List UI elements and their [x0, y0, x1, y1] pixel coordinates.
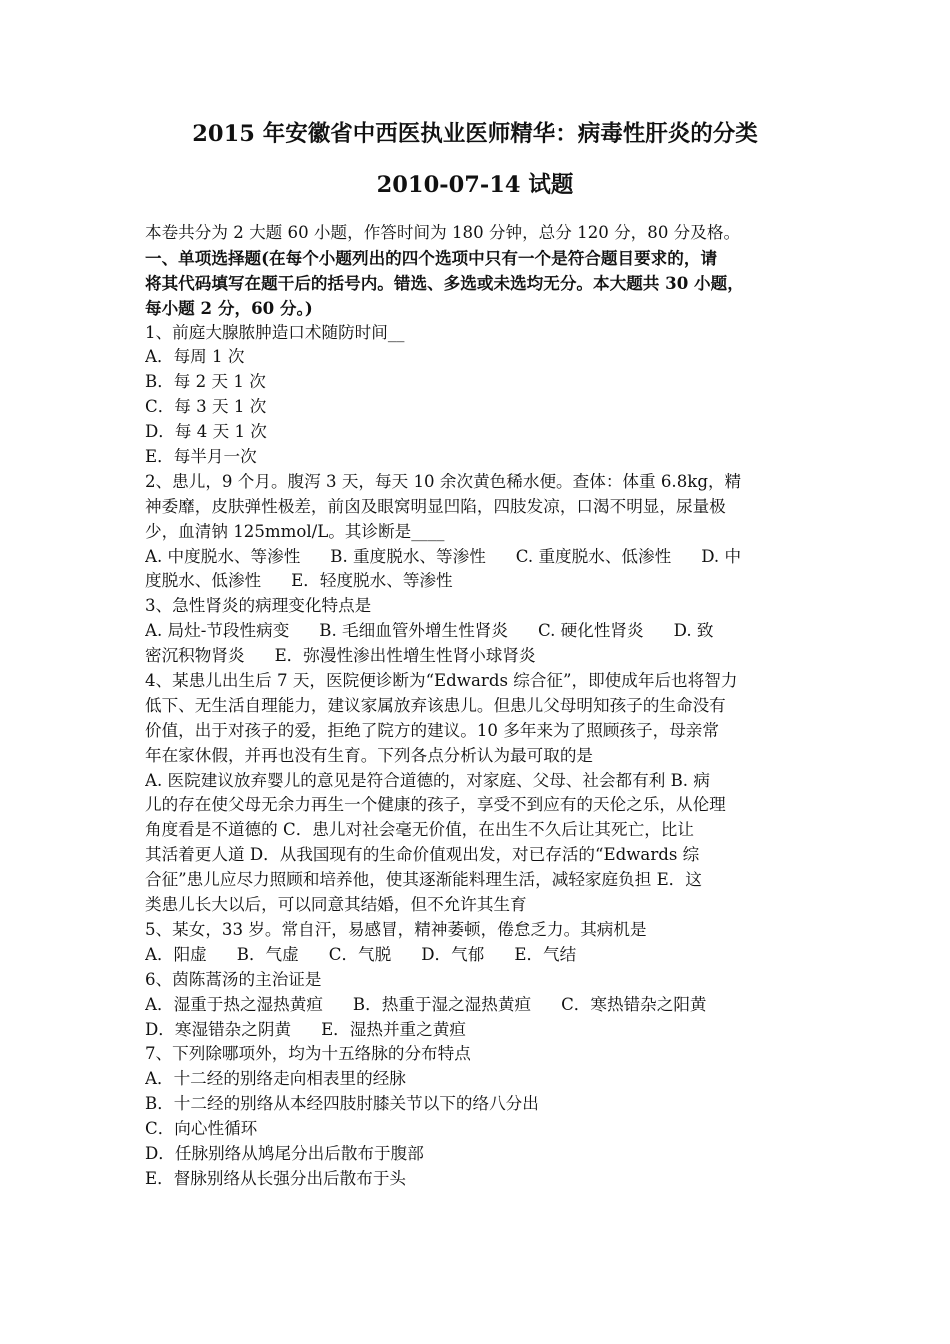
question-5-option-d: D．气郁	[421, 944, 485, 964]
section-heading-line: 一、单项选择题(在每个小题列出的四个选项中只有一个是符合题目要求的，请	[145, 247, 718, 268]
section-heading-line: 将其代码填写在题干后的括号内。错选、多选或未选均无分。本大题共 30 小题，	[145, 272, 744, 293]
question-7-option-c: C．向心性循环	[145, 1119, 258, 1139]
question-2-options-row	[145, 545, 816, 570]
question-3-stem: 3、急性肾炎的病理变化特点是	[145, 596, 372, 616]
question-7-stem: 7、下列除哪项外，均为十五络脉的分布特点	[145, 1044, 471, 1064]
question-5-option-c: C．气脱	[328, 944, 392, 964]
question-1-option-c: C．每 3 天 1 次	[145, 397, 267, 417]
question-4-line: 合征”患儿应尽力照顾和培养他，使其逐渐能料理生活，减轻家庭负担 E．这	[145, 870, 702, 890]
question-1-option-b: B．每 2 天 1 次	[145, 372, 266, 392]
question-1-option-e: E．每半月一次	[145, 447, 257, 467]
question-6-option-e: E．湿热并重之黄疸	[321, 1019, 466, 1039]
question-7-option-a: A．十二经的别络走向相表里的经脉	[145, 1069, 406, 1089]
question-2-stem-line: 2、患儿，9 个月。腹泻 3 天，每天 10 余次黄色稀水便。查体：体重 6.8kg，精	[145, 471, 742, 491]
section-heading-line: 每小题 2 分，60 分。)	[145, 297, 313, 318]
question-2-option-a: A. 中度脱水、等渗性	[145, 546, 301, 566]
question-2-option-b: B. 重度脱水、等渗性	[330, 546, 486, 566]
question-3-options-row	[145, 619, 816, 644]
question-3-option-c: C. 硬化性肾炎	[537, 621, 644, 641]
question-2-option-d: D. 中	[701, 546, 742, 566]
question-4-line: 年在家休假，并再也没有生育。下列各点分析认为最可取的是	[145, 745, 594, 765]
question-2-option-e: E．轻度脱水、等渗性	[291, 571, 453, 591]
question-2-options-row	[145, 569, 816, 594]
question-4-line: A. 医院建议放弃婴儿的意见是符合道德的，对家庭、父母、社会都有利 B. 病	[145, 770, 710, 790]
question-5-option-a: A．阳虚	[145, 944, 207, 964]
question-4-line: 低下、无生活自理能力，建议家属放弃该患儿。但患儿父母明知孩子的生命没有	[145, 695, 726, 715]
question-2-stem-line: 神委靡，皮肤弹性极差，前囟及眼窝明显凹陷，四肢发凉，口渴不明显，尿量极	[145, 496, 726, 516]
question-7-option-b: B．十二经的别络从本经四肢肘膝关节以下的络八分出	[145, 1094, 539, 1114]
question-5-options-row	[145, 943, 816, 968]
question-6-stem: 6、茵陈蒿汤的主治证是	[145, 969, 322, 989]
exam-intro: 本卷共分为 2 大题 60 小题，作答时间为 180 分钟，总分 120 分，80 分及格。	[145, 223, 741, 242]
question-6-option-c: C．寒热错杂之阳黄	[561, 994, 707, 1014]
question-4-line: 价值，出于对孩子的爱，拒绝了院方的建议。10 多年来为了照顾孩子，母亲常	[145, 720, 719, 740]
question-6-option-d: D．寒湿错杂之阴黄	[145, 1019, 292, 1039]
question-3-option-e: E．弥漫性渗出性增生性肾小球肾炎	[274, 646, 536, 666]
question-5-stem: 5、某女，33 岁。常自汗，易感冒，精神萎顿，倦怠乏力。其病机是	[145, 919, 647, 939]
question-2-option-c: C. 重度脱水、低渗性	[515, 546, 672, 566]
question-5-option-b: B．气虚	[236, 944, 299, 964]
question-6-option-a: A．湿重于热之湿热黄疸	[145, 994, 323, 1014]
document-subtitle: 2010-07-14 试题	[376, 172, 574, 198]
question-4-line: 4、某患儿出生后 7 天，医院便诊断为“Edwards 综合征”，即使成年后也将智力	[145, 671, 738, 691]
question-3-option-a: A. 局灶-节段性病变	[145, 621, 290, 641]
question-7-option-d: D．任脉别络从鸠尾分出后散布于腹部	[145, 1143, 424, 1163]
question-6-options-row	[145, 993, 816, 1018]
document-body	[145, 221, 816, 1192]
question-5-option-e: E．气结	[514, 944, 577, 964]
question-2-stem-line: 少，血清钠 125mmol/L。其诊断是____	[145, 521, 445, 541]
question-7-option-e: E．督脉别络从长强分出后散布于头	[145, 1168, 407, 1188]
question-4-line: 类患儿长大以后，可以同意其结婚，但不允许其生育	[145, 895, 527, 915]
question-4-line: 角度看是不道德的 C．患儿对社会毫无价值，在出生不久后让其死亡，比让	[145, 820, 694, 840]
document-title: 2015 年安徽省中西医执业医师精华：病毒性肝炎的分类	[192, 121, 758, 147]
question-2-option-d-cont: 度脱水、低渗性	[145, 571, 262, 591]
question-4-line: 儿的存在使父母无余力再生一个健康的孩子，享受不到应有的天伦之乐，从伦理	[145, 795, 726, 815]
question-1-option-a: A．每周 1 次	[145, 347, 245, 367]
question-3-option-b: B. 毛细血管外增生性肾炎	[319, 621, 508, 641]
question-3-options-row	[145, 644, 816, 669]
question-1-stem: 1、前庭大腺脓肿造口术随防时间__	[145, 322, 405, 342]
question-4-line: 其活着更人道 D．从我国现有的生命价值观出发，对已存活的“Edwards 综	[145, 845, 700, 865]
question-6-options-row	[145, 1018, 816, 1043]
question-1-option-d: D．每 4 天 1 次	[145, 422, 267, 442]
question-3-option-d-cont: 密沉积物肾炎	[145, 646, 245, 666]
question-6-option-b: B．热重于湿之湿热黄疸	[352, 994, 532, 1014]
question-3-option-d: D. 致	[673, 621, 714, 641]
